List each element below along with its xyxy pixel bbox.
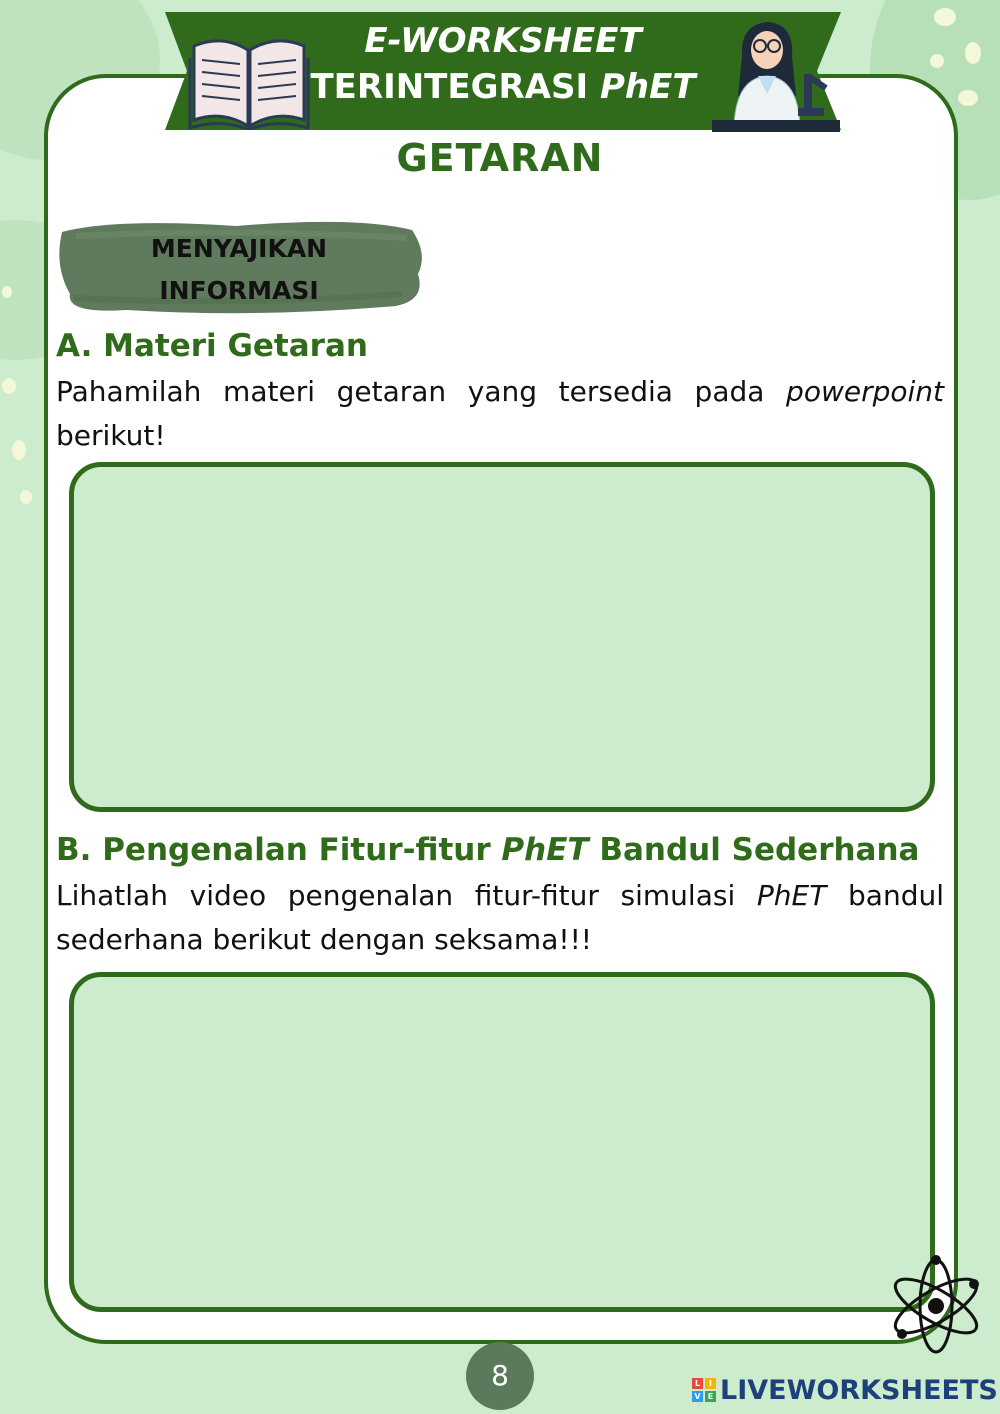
logo-letter: L bbox=[692, 1378, 703, 1389]
decor-dot bbox=[2, 378, 16, 394]
video-embed-frame[interactable] bbox=[69, 972, 935, 1312]
section-tag-line1: MENYAJIKAN bbox=[150, 234, 328, 263]
section-a-heading: A. Materi Getaran bbox=[56, 328, 368, 364]
section-b-heading-suffix: Bandul Sederhana bbox=[588, 832, 920, 868]
decor-dot bbox=[934, 8, 956, 26]
section-a-instruction bbox=[56, 370, 944, 458]
section-b-text-italic: PhET bbox=[756, 879, 827, 912]
header-line2-prefix: TERINTEGRASI bbox=[310, 67, 600, 107]
decor-dot bbox=[20, 490, 32, 504]
decor-dot bbox=[965, 42, 981, 64]
decor-dot bbox=[958, 90, 978, 106]
logo-letter: E bbox=[705, 1391, 716, 1402]
page-title: GETARAN bbox=[396, 136, 604, 180]
logo-letter: V bbox=[692, 1391, 703, 1402]
section-b-instruction bbox=[56, 874, 944, 962]
section-tag bbox=[56, 228, 422, 312]
header-line1: E-WORKSHEET bbox=[364, 21, 642, 61]
section-b-heading bbox=[56, 832, 919, 868]
header-line2 bbox=[165, 64, 841, 110]
decor-dot bbox=[2, 286, 12, 298]
liveworksheets-brand[interactable] bbox=[692, 1372, 998, 1408]
atom-icon bbox=[886, 1244, 986, 1360]
liveworksheets-text: LIVEWORKSHEETS bbox=[720, 1374, 998, 1406]
section-a-text: Pahamilah materi getaran yang tersedia pada bbox=[56, 375, 787, 408]
section-b-heading-prefix: B. Pengenalan Fitur-fitur bbox=[56, 832, 502, 868]
section-a-text-end: berikut! bbox=[56, 419, 166, 452]
header-title bbox=[165, 18, 841, 110]
liveworksheets-logo-icon bbox=[692, 1378, 716, 1402]
section-b-text-end: bandul sederhana berikut dengan seksama!!! bbox=[56, 879, 944, 956]
section-a-text-italic: powerpoint bbox=[786, 375, 944, 408]
powerpoint-embed-frame[interactable] bbox=[69, 462, 935, 812]
page-number: 8 bbox=[466, 1342, 534, 1410]
logo-letter: I bbox=[705, 1378, 716, 1389]
decor-dot bbox=[930, 54, 944, 68]
header-line2-italic: PhET bbox=[599, 67, 696, 107]
section-b-text: Lihatlah video pengenalan fitur-fitur simulasi bbox=[56, 879, 757, 912]
section-b-heading-italic: PhET bbox=[501, 832, 589, 868]
decor-dot bbox=[12, 440, 26, 460]
section-tag-line2: INFORMASI bbox=[159, 276, 319, 305]
